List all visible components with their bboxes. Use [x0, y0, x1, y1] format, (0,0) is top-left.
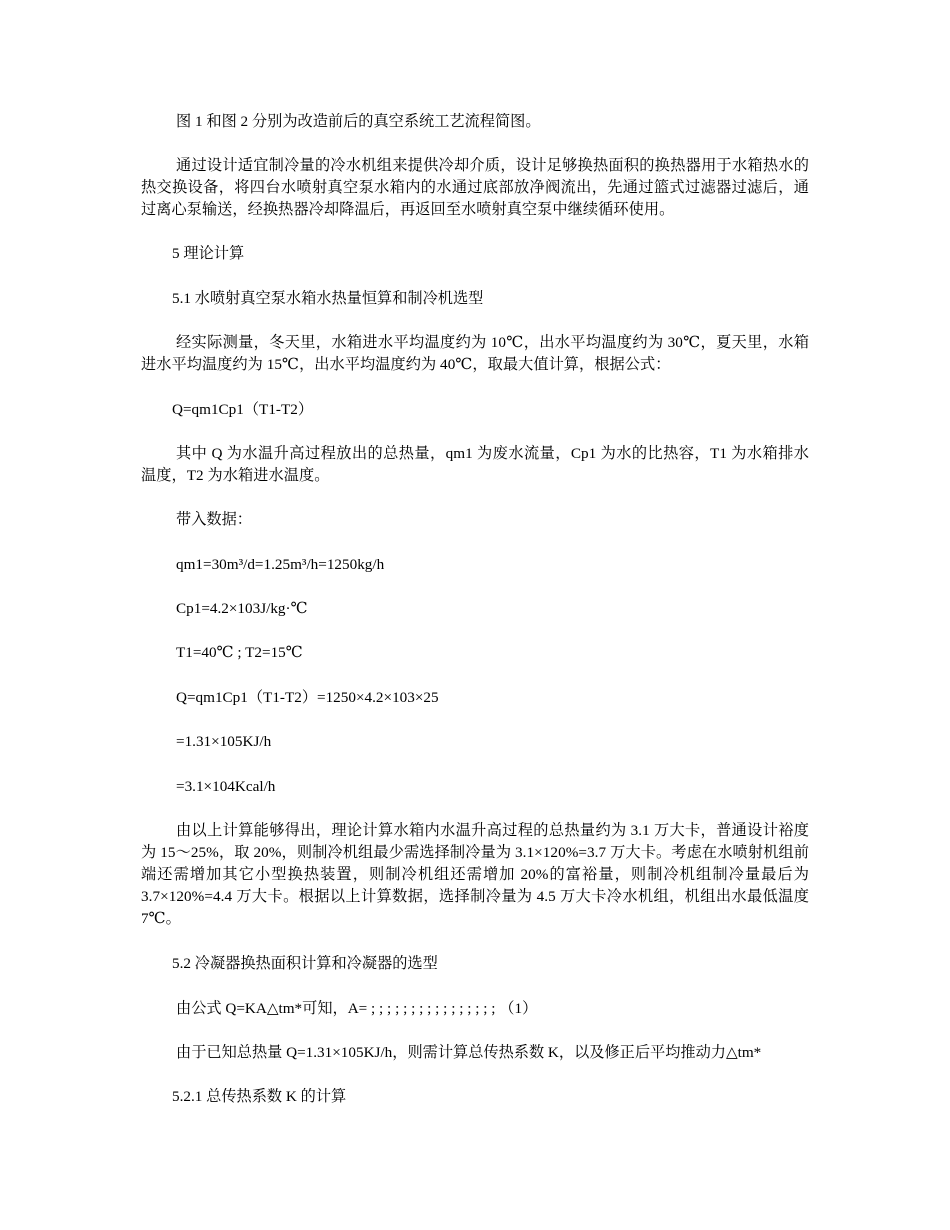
formula-cp1: Cp1=4.2×103J/kg·℃ [176, 600, 308, 617]
heading-5-2-1: 5.2.1 总传热系数 K 的计算 [172, 1088, 347, 1105]
formula-area: 由公式 Q=KA△tm*可知，A= ; ; ; ; ; ; ; ; ; ; ; ; ; ; ; ; （1） [176, 1000, 538, 1017]
paragraph-chiller-selection: 由以上计算能够得出，理论计算水箱内水温升高过程的总热量约为 3.1 万大卡，普通设计裕度为 15～25%，取 20%，则制冷机组最少需选择制冷量为 3.1×120%=3.7 万大卡。考虑在水喷射机组前端还需增加其它小型换热装置，则制冷机组还需增加 20%的富裕量，则制冷机组制冷量最后为 3.7×120%=4.4 万大卡。根据以上计算数据，选择制冷量为 4.5 万大卡冷水机组，机组出水最低温度 7℃。 [141, 822, 809, 927]
paragraph-substitute-data: 带入数据： [176, 511, 252, 528]
paragraph-figure-intro: 图 1 和图 2 分别为改造前后的真空系统工艺流程简图。 [176, 113, 541, 130]
formula-temperatures: T1=40℃ ; T2=15℃ [176, 644, 303, 661]
paragraph-design-approach: 通过设计适宜制冷量的冷水机组来提供冷却介质，设计足够换热面积的换热器用于水箱热水的热交换设备，将四台水喷射真空泵水箱内的水通过底部放净阀流出，先通过篮式过滤器过滤后，通过离心泵输送，经换热器冷却降温后，再返回至水喷射真空泵中继续循环使用。 [141, 157, 809, 218]
formula-result-kcal: =3.1×104Kcal/h [176, 778, 276, 795]
formula-result-kj: =1.31×105KJ/h [176, 733, 272, 750]
heading-5-1: 5.1 水喷射真空泵水箱水热量恒算和制冷机选型 [172, 290, 484, 307]
heading-theory-calculation: 5 理论计算 [172, 245, 245, 262]
paragraph-known-heat: 由于已知总热量 Q=1.31×105KJ/h，则需计算总传热系数 K，以及修正后平均推动力△tm* [176, 1044, 762, 1061]
formula-qm1: qm1=30m³/d=1.25m³/h=1250kg/h [176, 556, 385, 573]
paragraph-measurement: 经实际测量，冬天里，水箱进水平均温度约为 10℃，出水平均温度约为 30℃，夏天里，水箱进水平均温度约为 15℃，出水平均温度约为 40℃，取最大值计算，根据公式： [141, 334, 809, 373]
formula-q-substituted: Q=qm1Cp1（T1-T2）=1250×4.2×103×25 [176, 689, 439, 706]
formula-q: Q=qm1Cp1（T1-T2） [172, 401, 314, 418]
heading-5-2: 5.2 冷凝器换热面积计算和冷凝器的选型 [172, 955, 438, 972]
paragraph-variable-definitions: 其中 Q 为水温升高过程放出的总热量，qm1 为废水流量，Cp1 为水的比热容，T1 为水箱排水温度，T2 为水箱进水温度。 [141, 445, 809, 484]
